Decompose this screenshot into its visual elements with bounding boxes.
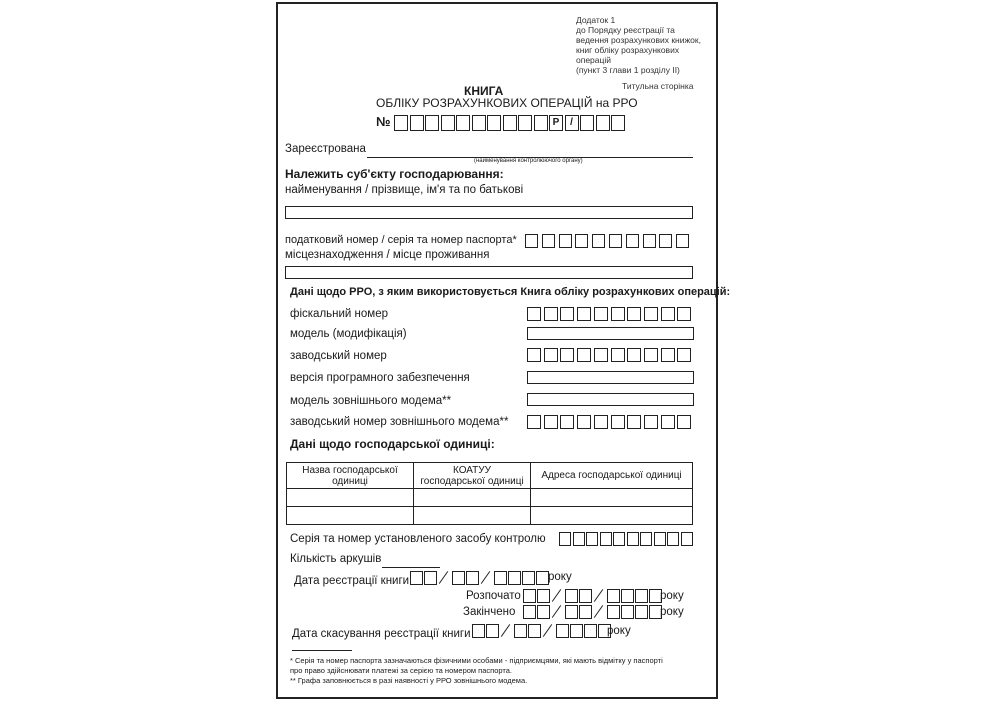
number-label: № (376, 114, 391, 129)
digit-box[interactable] (472, 115, 486, 131)
digit-box[interactable] (523, 589, 536, 603)
book-subtitle: ОБЛІКУ РОЗРАХУНКОВИХ ОПЕРАЦІЙ на РРО (376, 96, 638, 110)
digit-box[interactable] (596, 115, 610, 131)
digit-box[interactable] (661, 307, 675, 321)
digit-box[interactable] (677, 348, 691, 362)
digit-box[interactable] (676, 234, 689, 248)
rro-heading: Дані щодо РРО, з яким використовується Книга обліку розрахункових операцій: (290, 286, 731, 298)
unit-col-name: Назва господарської одиниці (287, 463, 414, 489)
unit-heading: Дані щодо господарської одиниці: (290, 437, 495, 451)
digit-box[interactable] (560, 348, 574, 362)
digit-box[interactable] (575, 234, 588, 248)
digit-box[interactable] (635, 605, 648, 619)
finished-year-label: року (660, 606, 684, 618)
digit-box[interactable] (644, 307, 658, 321)
digit-box[interactable] (527, 307, 541, 321)
table-cell[interactable] (531, 507, 693, 525)
digit-box[interactable] (640, 532, 652, 546)
digit-box[interactable] (577, 348, 591, 362)
location-field[interactable] (285, 266, 693, 279)
digit-box[interactable] (527, 348, 541, 362)
digit-box[interactable] (487, 115, 501, 131)
registered-hint: (найменування контролюючого органу) (474, 158, 583, 164)
digit-box[interactable] (503, 115, 517, 131)
unit-col-koatuu-a: КОАТУУ (453, 464, 491, 476)
digit-box[interactable] (542, 234, 555, 248)
digit-box[interactable] (627, 415, 641, 429)
digit-box[interactable] (607, 605, 620, 619)
digit-box[interactable] (577, 307, 591, 321)
modem-model-label: модель зовнішнього модема** (290, 395, 452, 407)
digit-box[interactable] (659, 234, 672, 248)
digit-box[interactable] (594, 348, 608, 362)
digit-box[interactable] (514, 624, 527, 638)
digit-box[interactable] (527, 415, 541, 429)
digit-box[interactable] (613, 532, 625, 546)
digit-box[interactable] (579, 605, 592, 619)
digit-box[interactable] (627, 307, 641, 321)
digit-box[interactable] (577, 415, 591, 429)
digit-box[interactable] (592, 234, 605, 248)
digit-box[interactable] (677, 415, 691, 429)
modem-model-field[interactable] (527, 393, 694, 406)
series-box[interactable]: / (565, 115, 579, 131)
digit-box[interactable] (556, 624, 569, 638)
registered-label: Зареєстрована (285, 143, 366, 155)
digit-box[interactable] (643, 234, 656, 248)
digit-box[interactable] (644, 415, 658, 429)
digit-box[interactable] (410, 115, 424, 131)
digit-box[interactable] (494, 571, 507, 585)
digit-box[interactable] (534, 115, 548, 131)
header-note-line: (пункт 3 глави 1 розділу II) (576, 65, 680, 75)
digit-box[interactable] (661, 415, 675, 429)
table-row[interactable] (287, 489, 693, 507)
unit-table (286, 462, 693, 525)
digit-box[interactable] (611, 348, 625, 362)
digit-box[interactable] (609, 234, 622, 248)
modem-serial-label: заводський номер зовнішнього модема** (290, 416, 509, 428)
digit-box[interactable] (677, 307, 691, 321)
header-note-line: до Порядку реєстрації та (576, 25, 675, 35)
digit-box[interactable] (635, 589, 648, 603)
digit-box[interactable] (544, 307, 558, 321)
digit-box[interactable] (584, 624, 597, 638)
owner-name-label: найменування / прізвище, ім'я та по батькові (285, 184, 524, 196)
digit-box[interactable] (621, 605, 634, 619)
registration-year-label: року (548, 571, 572, 583)
model-label: модель (модифікація) (290, 328, 407, 340)
unit-col-address: Адреса господарської одиниці (531, 463, 693, 489)
table-cell[interactable] (531, 489, 693, 507)
digit-box[interactable] (410, 571, 423, 585)
digit-box[interactable] (518, 115, 532, 131)
series-box[interactable]: Р (549, 115, 563, 131)
digit-box[interactable] (565, 605, 578, 619)
digit-box[interactable] (525, 234, 538, 248)
digit-box[interactable] (560, 307, 574, 321)
digit-box[interactable] (441, 115, 455, 131)
digit-box[interactable] (594, 307, 608, 321)
footnote-2: ** Графа заповнюється в разі наявності у РРО зовнішнього модема. (290, 676, 528, 685)
location-label: місцезнаходження / місце проживання (285, 249, 490, 261)
digit-box[interactable] (611, 415, 625, 429)
digit-box[interactable] (452, 571, 465, 585)
digit-box[interactable] (573, 532, 585, 546)
cancel-year-label: року (607, 625, 631, 637)
table-cell[interactable] (287, 489, 414, 507)
cancel-date-label: Дата скасування реєстрації книги (292, 628, 471, 640)
header-note-line: Додаток 1 (576, 15, 616, 25)
table-cell[interactable] (414, 507, 531, 525)
footnote-1-cont: про право здійснювати платежі за серією та номером паспорта. (290, 666, 512, 675)
digit-box[interactable] (424, 571, 437, 585)
started-label: Розпочато (466, 590, 521, 602)
serial-number-label: заводський номер (290, 350, 387, 362)
control-label: Серія та номер установленого засобу контролю (290, 533, 546, 545)
digit-box[interactable] (523, 605, 536, 619)
sheets-line[interactable] (382, 567, 440, 568)
digit-box[interactable] (472, 624, 485, 638)
digit-box[interactable] (537, 605, 550, 619)
header-note-line: книг обліку розрахункових (576, 45, 680, 55)
digit-box[interactable] (486, 624, 499, 638)
table-cell[interactable] (287, 507, 414, 525)
owner-name-field[interactable] (285, 206, 693, 219)
digit-box[interactable] (394, 115, 408, 131)
digit-box[interactable] (681, 532, 693, 546)
digit-box[interactable] (528, 624, 541, 638)
digit-box[interactable] (559, 532, 571, 546)
digit-box[interactable] (466, 571, 479, 585)
digit-box[interactable] (607, 589, 620, 603)
digit-box[interactable] (560, 415, 574, 429)
software-version-label: версія програмного забезпечення (290, 372, 470, 384)
owner-heading: Належить суб'єкту господарювання: (285, 167, 504, 181)
digit-box[interactable] (544, 415, 558, 429)
digit-box[interactable] (594, 415, 608, 429)
digit-box[interactable] (611, 115, 625, 131)
digit-box[interactable] (522, 571, 535, 585)
footnote-1: * Серія та номер паспорта зазначаються фізичними особами - підприємцями, які мають відмітку у паспорті (290, 656, 663, 665)
digit-box[interactable] (586, 532, 598, 546)
finished-label: Закінчено (463, 606, 516, 618)
digit-box[interactable] (508, 571, 521, 585)
footnote-separator (292, 650, 352, 651)
table-row[interactable] (287, 507, 693, 525)
digit-box[interactable] (600, 532, 612, 546)
digit-box[interactable] (626, 234, 639, 248)
digit-box[interactable] (667, 532, 679, 546)
digit-box[interactable] (565, 589, 578, 603)
table-cell[interactable] (414, 489, 531, 507)
digit-box[interactable] (611, 307, 625, 321)
digit-box[interactable] (579, 589, 592, 603)
digit-box[interactable] (544, 348, 558, 362)
header-note-line: ведення розрахункових книжок, (576, 35, 701, 45)
unit-table-header (287, 463, 693, 489)
digit-box[interactable] (621, 589, 634, 603)
model-field[interactable] (527, 327, 694, 340)
digit-box[interactable] (425, 115, 439, 131)
digit-box[interactable] (627, 532, 639, 546)
digit-box[interactable] (654, 532, 666, 546)
header-note-line: операцій (576, 55, 612, 65)
book-title: КНИГА (464, 84, 504, 98)
page-label: Титульна сторінка (622, 81, 694, 91)
digit-box[interactable] (456, 115, 470, 131)
unit-col-koatuu (414, 463, 531, 489)
started-year-label: року (660, 590, 684, 602)
digit-box[interactable] (570, 624, 583, 638)
digit-box[interactable] (644, 348, 658, 362)
unit-col-koatuu-b: господарської одиниці (420, 475, 524, 487)
digit-box[interactable] (537, 589, 550, 603)
registration-date-label: Дата реєстрації книги (294, 575, 410, 587)
digit-box[interactable] (559, 234, 572, 248)
tax-number-label: податковий номер / серія та номер паспорта* (285, 234, 517, 246)
fiscal-number-label: фіскальний номер (290, 308, 388, 320)
software-version-field[interactable] (527, 371, 694, 384)
digit-box[interactable] (580, 115, 594, 131)
digit-box[interactable] (661, 348, 675, 362)
sheets-label: Кількість аркушів (290, 553, 382, 565)
digit-box[interactable] (627, 348, 641, 362)
